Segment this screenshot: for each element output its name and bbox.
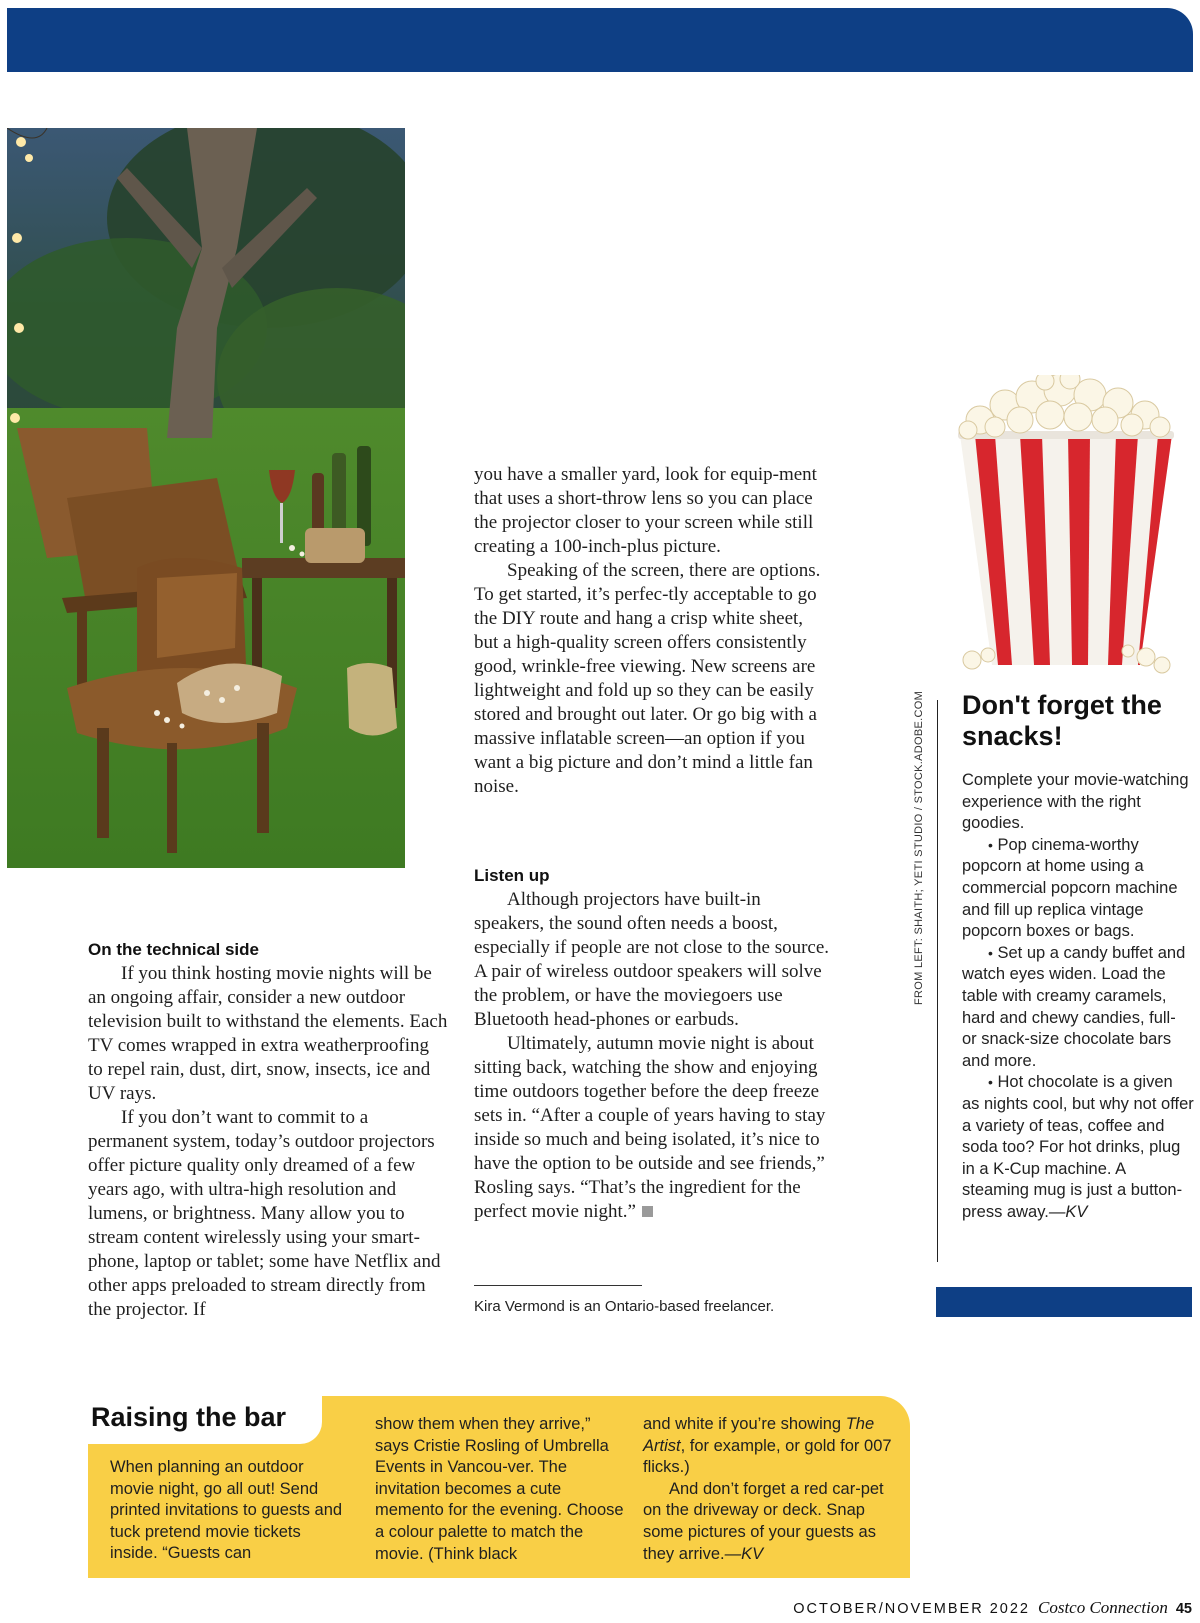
- closing-paragraph-text: Ultimately, autumn movie night is about sitting back, watching the show and enjoying time outdoors together before the deep freeze sets in. “After a couple of years having to stay inside so much and being isolated, it’s nice to have the option to be outside and see friends,” Rosling says. “That’s the ingredient for the perfect movie night.”: [474, 1033, 826, 1222]
- sidebar-bullet-item: [962, 1072, 1194, 1223]
- footer-issue-date: OCTOBER/NOVEMBER 2022: [793, 1601, 1030, 1617]
- paragraph: Speaking of the screen, there are options. To get started, it’s perfec-tly acceptable to go the DIY route and hang a crisp white sheet, but a high-quality screen offers consistently good, wrinkle-free viewing. New screens are lightweight and fold up so they can be easily stored and brought out later. Or go big with a massive inflatable screen—an option if you want a big picture and don’t mind a little fan noise.: [474, 560, 821, 797]
- raising-the-bar-title: Raising the bar: [91, 1402, 287, 1432]
- bio-divider: [474, 1285, 642, 1286]
- page-footer: [740, 1598, 1192, 1618]
- paragraph: you have a smaller yard, look for equip-ment that uses a short-throw lens so you can place the projector closer to your screen while still creating a 100-inch-plus picture.: [474, 464, 817, 557]
- snacks-sidebar-title: Don't forget the snacks!: [962, 690, 1162, 751]
- paragraph: Although projectors have built-in speakers, the sound often needs a boost, especially if people are not close to the source. A pair of wireless outdoor speakers will solve the problem, or have the moviegoers use Bluetooth head-phones or earbuds.: [474, 889, 830, 1030]
- bullet-icon: •: [988, 944, 993, 961]
- snacks-sidebar-body: [962, 770, 1194, 1223]
- article-column-2-top: [474, 463, 826, 799]
- sidebar-bullet-item: [962, 943, 1194, 1073]
- photo-credit: [913, 690, 925, 1005]
- article-column-2-bottom: [474, 864, 834, 1224]
- paragraph: [474, 1032, 834, 1224]
- bullet-text: Pop cinema-worthy popcorn at home using a commercial popcorn machine and fill up replica vintage popcorn boxes or bags.: [962, 835, 1178, 941]
- box-text: [643, 1414, 893, 1479]
- box-column-1: [110, 1457, 350, 1565]
- box-text-part: And don’t forget a red car-pet on the driveway or deck. Snap some pictures of your guests as they arrive.: [643, 1479, 884, 1563]
- sidebar-signoff: —KV: [1048, 1202, 1088, 1221]
- backyard-movie-night-photo: [7, 128, 405, 868]
- footer-magazine-name: Costco Connection: [1038, 1598, 1168, 1617]
- photo-credit-text: FROM LEFT: SHAITH; YETI STUDIO / STOCK.ADOBE.COM: [913, 690, 925, 1005]
- popcorn-bucket-image: [950, 375, 1182, 675]
- subhead-listen-up: Listen up: [474, 866, 550, 885]
- bullet-icon: •: [988, 1074, 993, 1091]
- sidebar-divider: [937, 700, 938, 1262]
- article-column-1: [88, 938, 448, 1322]
- box-text: When planning an outdoor movie night, go all out! Send printed invitations to guests and tuck pretend movie tickets inside. “Guests can: [110, 1458, 343, 1563]
- subhead-technical-side: On the technical side: [88, 940, 259, 959]
- bullet-text: Hot chocolate is a given as nights cool, but why not offer a variety of teas, coffee and soda too? For hot drinks, plug in a K-Cup machine. A steaming mug is just a button-press away.: [962, 1073, 1194, 1221]
- author-bio: Kira Vermond is an Ontario-based freelancer.: [474, 1298, 775, 1315]
- paragraph: If you don’t want to commit to a permanent system, today’s outdoor projectors offer picture quality only dreamed of a few years ago, with ultra-high resolution and lumens, or brightness. Many allow you to stream content wirelessly using your smart-phone, laptop or tablet; some have Netflix and other apps preloaded to stream directly from the projector. If: [88, 1107, 441, 1320]
- box-text-part: , for example, or gold for 007 flicks.): [643, 1436, 892, 1477]
- top-banner: [7, 8, 1193, 72]
- box-signoff: —KV: [724, 1544, 764, 1563]
- bullet-icon: •: [988, 836, 993, 853]
- sidebar-bottom-bar: [936, 1287, 1192, 1317]
- bullet-text: Set up a candy buffet and watch eyes widen. Load the table with creamy caramels, hard and chewy candies, full- or snack-size chocolate bars and more.: [962, 943, 1186, 1070]
- page-number: 45: [1175, 1601, 1192, 1617]
- sidebar-intro: Complete your movie-watching experience with the right goodies.: [962, 771, 1189, 833]
- box-text: [643, 1479, 893, 1565]
- film-title: The Artist: [643, 1415, 875, 1455]
- end-mark-icon: [642, 1206, 653, 1217]
- paragraph: If you think hosting movie nights will be an ongoing affair, consider a new outdoor television built to withstand the elements. Each TV comes wrapped in extra weatherproofing to repel rain, dust, dirt, snow, insects, ice and UV rays.: [88, 963, 448, 1104]
- box-text: show them when they arrive,” says Cristie Rosling of Umbrella Events in Vancou-ver. The invitation becomes a cute memento for the evening. Choose a colour palette to match the movie. (Think black: [375, 1415, 624, 1563]
- box-text-part: and white if you’re showing: [643, 1415, 846, 1433]
- box-column-3: [643, 1414, 893, 1565]
- sidebar-bullet-item: [962, 835, 1194, 943]
- box-column-2: [375, 1414, 625, 1565]
